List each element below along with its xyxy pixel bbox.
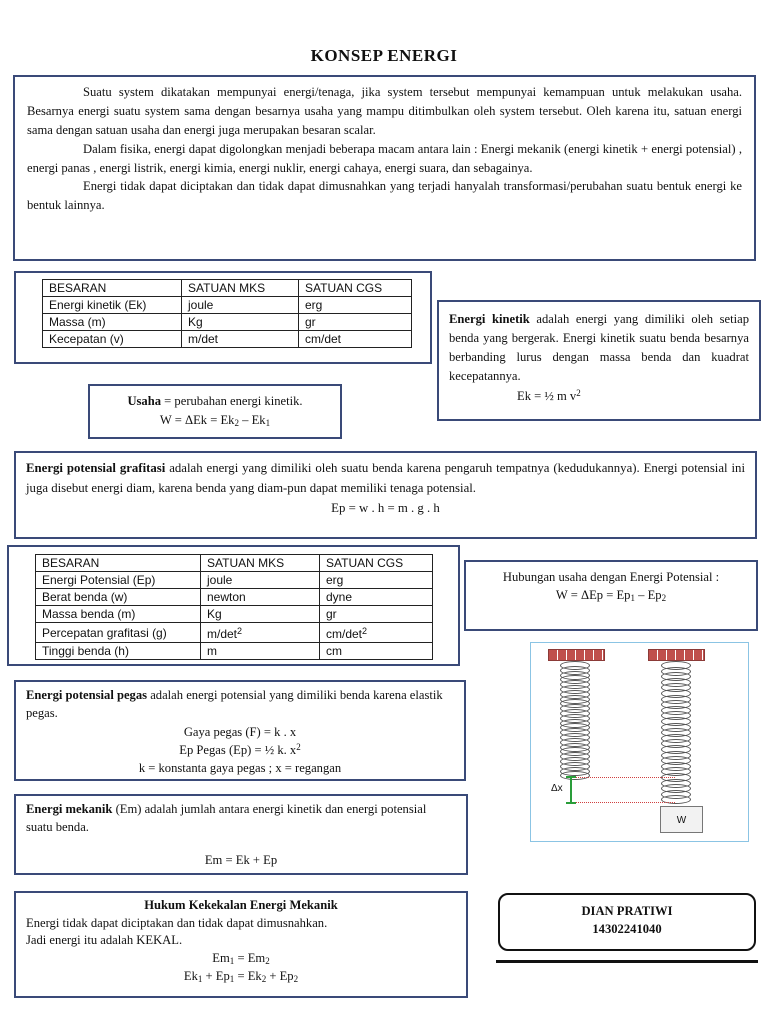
- table-row: [43, 314, 412, 331]
- header-cell: BESARAN: [36, 555, 201, 572]
- table-row: [36, 623, 433, 643]
- author-name: DIAN PRATIWI: [581, 904, 673, 918]
- author-nameplate: [498, 893, 756, 951]
- work-term: Usaha: [127, 394, 162, 408]
- table-cell: cm/det: [299, 331, 412, 348]
- conservation-ek-formula: $Ek_1 + Ep_1 = Ek_2 + Ep_2$: [183, 968, 299, 984]
- header-cell: BESARAN: [43, 280, 182, 297]
- kinetic-term: Energi kinetik: [449, 312, 530, 326]
- kinetic-definition: [449, 310, 749, 387]
- work-formula: $W = \Delta Ek = Ek_2 - Ek_1$: [159, 412, 271, 428]
- table-cell: Massa benda (m): [36, 606, 201, 623]
- table-cell: Berat benda (w): [36, 589, 201, 606]
- header-cell: SATUAN CGS: [299, 280, 412, 297]
- table-cell: Kecepatan (v): [43, 331, 182, 348]
- page-title: KONSEP ENERGI: [310, 46, 458, 65]
- table-row: [43, 331, 412, 348]
- table-cell: Energi Potensial (Ep): [36, 572, 201, 589]
- potential-formula: Ep = w . h = m . g . h: [331, 500, 440, 515]
- spring-constant-note: k = konstanta gaya pegas ; x = regangan: [138, 761, 342, 775]
- kinetic-units-table: [42, 279, 412, 348]
- spring-figure: [530, 642, 749, 842]
- table-cell: $cm/\det^2$: [320, 623, 433, 643]
- table-cell: Kg: [182, 314, 299, 331]
- table-cell: m: [201, 643, 320, 660]
- potential-units-box: [7, 545, 460, 666]
- dx-marker: [570, 777, 572, 803]
- table-header-row: [36, 555, 433, 572]
- ceiling-right: [648, 649, 705, 661]
- spring-energy-formula: Ep Pegas (Ep) = ½ k. $x^2$: [179, 741, 301, 757]
- spring-force-formula: Gaya pegas (F) = k . x: [183, 724, 297, 739]
- table-cell: dyne: [320, 589, 433, 606]
- table-cell: Massa (m): [43, 314, 182, 331]
- table-cell: joule: [182, 297, 299, 314]
- table-row: [36, 606, 433, 623]
- conservation-em-formula: $Em_1 = Em_2$: [212, 950, 270, 966]
- weight-block: W: [660, 806, 703, 833]
- header-cell: SATUAN CGS: [320, 555, 433, 572]
- table-row: [36, 643, 433, 660]
- stretched-position-line: [575, 802, 675, 803]
- kinetic-units-box: [14, 271, 432, 364]
- intro-box: [13, 75, 756, 261]
- table-cell: $m/\det^2$: [201, 623, 320, 643]
- table-header-row: [43, 280, 412, 297]
- work-box: [88, 384, 342, 439]
- divider: [496, 960, 758, 963]
- table-cell: gr: [299, 314, 412, 331]
- conservation-line-1: Energi tidak dapat diciptakan dan tidak dapat dimusnahkan.: [26, 915, 328, 930]
- rest-position-line: [575, 777, 675, 778]
- kinetic-energy-box: [437, 300, 761, 421]
- potential-energy-box: [14, 451, 757, 539]
- conservation-line-2: Jadi energi itu adalah KEKAL.: [26, 933, 183, 948]
- intro-paragraph-1: Suatu system dikatakan mempunyai energi/tenaga, jika system tersebut mempunyai kemampuan untuk melakukan usaha. Besarnya energi suatu system sama dengan besarnya usaha yang mampu ditimbulkan oleh system tersebut. Oleh karena itu, satuan energi sama dengan satuan usaha dan energi juga merupakan besaran scalar.: [27, 85, 742, 137]
- relation-formula: $W = \Delta Ep = Ep_1 - Ep_2$: [555, 588, 667, 604]
- mechanical-energy-box: [14, 794, 468, 875]
- mechanical-formula: Em = Ek + Ep: [204, 852, 278, 867]
- spring-left: [560, 661, 590, 781]
- table-cell: erg: [320, 572, 433, 589]
- header-cell: SATUAN MKS: [182, 280, 299, 297]
- mechanical-term: Energi mekanik: [26, 802, 113, 816]
- table-row: [36, 589, 433, 606]
- table-row: [36, 572, 433, 589]
- work-potential-relation-box: [464, 560, 758, 631]
- ceiling-left: [548, 649, 605, 661]
- potential-definition: Energi potensial grafitasi adalah energi yang dimiliki oleh suatu benda karena pengaruh tempatnya (kedudukannya). Energi potensial ini juga disebut energi diam, karena benda yang diam-pun dapat memiliki tenaga potensial.: [26, 461, 746, 495]
- intro-paragraph-3: Energi tidak dapat diciptakan dan tidak dapat dimusnahkan yang terjadi hanyalah transformasi/perubahan suatu bentuk energi ke bentuk lainnya.: [27, 179, 742, 213]
- header-cell: SATUAN MKS: [201, 555, 320, 572]
- table-cell: m/det: [182, 331, 299, 348]
- spring-definition: Energi potensial pegas adalah energi potensial yang dimiliki benda karena elastik pegas.: [26, 688, 443, 721]
- relation-text: Hubungan usaha dengan Energi Potensial :: [502, 570, 720, 584]
- mechanical-definition: Energi mekanik (Em) adalah jumlah antara energi kinetik dan energi potensial suatu benda.: [26, 802, 427, 835]
- intro-paragraph-2: Dalam fisika, energi dapat digolongkan menjadi beberapa macam antara lain : Energi mekanik (energi kinetik + energi potensial) , energi panas , energi listrik, energi kimia, energi nuklir, energi cahaya, energi suara, dan sebagainya.: [27, 141, 742, 175]
- table-cell: joule: [201, 572, 320, 589]
- table-cell: Percepatan grafitasi (g): [36, 623, 201, 643]
- spring-right: [661, 661, 691, 806]
- spring-energy-box: [14, 680, 466, 781]
- kinetic-text: adalah energi yang dimiliki oleh setiap benda yang bergerak. Energi kinetik suatu benda besarnya berbanding lurus dengan massa benda dan kuadrat kecepatannya.: [449, 312, 749, 384]
- table-cell: Energi kinetik (Ek): [43, 297, 182, 314]
- kinetic-formula: Ek = ½ m $v^2$: [517, 387, 581, 403]
- work-definition: Usaha = perubahan energi kinetik.: [127, 394, 303, 408]
- potential-term: Energi potensial grafitasi: [26, 461, 166, 475]
- table-cell: newton: [201, 589, 320, 606]
- table-cell: erg: [299, 297, 412, 314]
- conservation-title: Hukum Kekekalan Energi Mekanik: [144, 898, 338, 912]
- table-row: [43, 297, 412, 314]
- table-cell: Kg: [201, 606, 320, 623]
- table-cell: cm: [320, 643, 433, 660]
- author-id: 14302241040: [592, 921, 662, 936]
- spring-term: Energi potensial pegas: [26, 688, 148, 702]
- conservation-law-box: [14, 891, 468, 998]
- table-cell: Tinggi benda (h): [36, 643, 201, 660]
- dx-label: Δx: [551, 783, 563, 794]
- potential-units-table: [35, 554, 433, 660]
- spring-coil: [661, 795, 691, 804]
- table-cell: gr: [320, 606, 433, 623]
